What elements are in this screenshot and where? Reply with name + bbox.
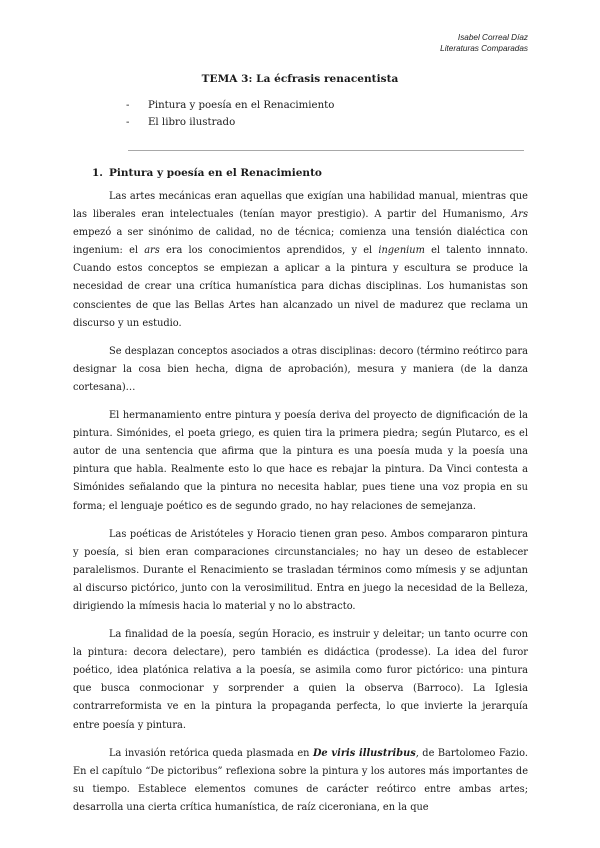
bullet-dash: - xyxy=(126,100,130,111)
author-name: Isabel Correal Díaz xyxy=(457,33,528,42)
topic-list xyxy=(126,98,334,131)
book-title: De viris illustribus xyxy=(312,747,416,759)
paragraph-conceptos: Se desplazan conceptos asociados a otras disciplinas: decoro (término reótirco para designar la cosa bien hecha, digna de aprobación), mesura y maniera (de la danza cortesana)… xyxy=(73,345,528,393)
paragraph-artes: Las artes mecánicas eran aquellas que exigían una habilidad manual, mientras que las liberales eran intelectuales (tenían mayor prestigio). A partir del Humanismo, Ars empezó a ser sinónimo de calidad, no de técnica; comienza una tensión dialéctica con ingenium: el ars era los conocimientos aprendidos, y el ingenium el talento innnato. Cuando estos conceptos se empiezan a aplicar a la pintura y escultura se produce la necesidad de crear una crítica humanística para dichas disciplinas. Los humanistas son conscientes de que las Bellas Artes han alcanzado un nivel de madurez que reclama un discurso y un estudio. xyxy=(73,191,529,329)
document-body xyxy=(73,188,528,827)
course-name: Literaturas Comparadas xyxy=(440,44,528,53)
term-ingenium: ingenium xyxy=(378,245,425,257)
term-ars: ars xyxy=(144,245,160,257)
paragraph-hermanamiento: El hermanamiento entre pintura y poesía deriva del proyecto de dignificación de la pintura. Simónides, el poeta griego, es quien tira la primera piedra; según Plutarco, es el autor de una sentencia que afirma que la pintura es una poesía muda y la poesía una pintura que habla. Realmente esto lo que hace es rebajar la pintura. Da Vinci contesta a Simónides señalando que la pintura no necesita hablar, pues tiene una voz propia en su forma; el lenguaje poético es de segundo grado, no hay relaciones de semejanza. xyxy=(73,410,528,512)
document-title: TEMA 3: La écfrasis renacentista xyxy=(201,73,399,85)
paragraph-invasion-retorica: La invasión retórica queda plasmada en De viris illustribus, de Bartolomeo Fazio. En el capítulo “De pictoribus” reflexiona sobre la pintura y los autores más importantes de su tiempo. Establece elementos comunes de carácter reótirco entre ambas artes; desarrolla una cierta crítica humanística, de raíz ciceroniana, en la que xyxy=(73,747,528,813)
paragraph-poeticas: Las poéticas de Aristóteles y Horacio tienen gran peso. Ambos compararon pintura y poesía, si bien eran comparaciones circunstanciales; no hay un deseo de establecer paralelismos. Durante el Renacimiento se trasladan términos como mímesis y se adjuntan al discurso pictórico, junto con la verosimilitud. Entra en juego la necesidad de la Belleza, dirigiendo la mímesis hacia lo material y no lo abstracto. xyxy=(73,528,528,612)
topic-item xyxy=(126,115,334,132)
section-heading xyxy=(92,167,322,179)
section-number: 1. xyxy=(92,167,103,179)
term-ars: Ars xyxy=(511,209,528,221)
page-header xyxy=(440,32,528,54)
horizontal-divider xyxy=(128,150,524,151)
topic-label: Pintura y poesía en el Renacimiento xyxy=(148,100,335,111)
topic-label: El libro ilustrado xyxy=(148,116,236,128)
section-title: Pintura y poesía en el Renacimiento xyxy=(109,167,322,179)
topic-item xyxy=(126,98,334,115)
paragraph-finalidad: La finalidad de la poesía, según Horacio, es instruir y deleitar; un tanto ocurre con la pintura: decora delectare), pero también es didáctica (prodesse). La idea del furor poético, idea platónica relativa a la poesía, se asimila como furor pictórico: una pintura que busca conmocionar y sorprender a quien la observa (Barroco). La Iglesia contrarreformista ve en la pintura la propaganda perfecta, lo que invierte la jerarquía entre poesía y pintura. xyxy=(73,629,528,731)
bullet-dash: - xyxy=(126,116,130,128)
